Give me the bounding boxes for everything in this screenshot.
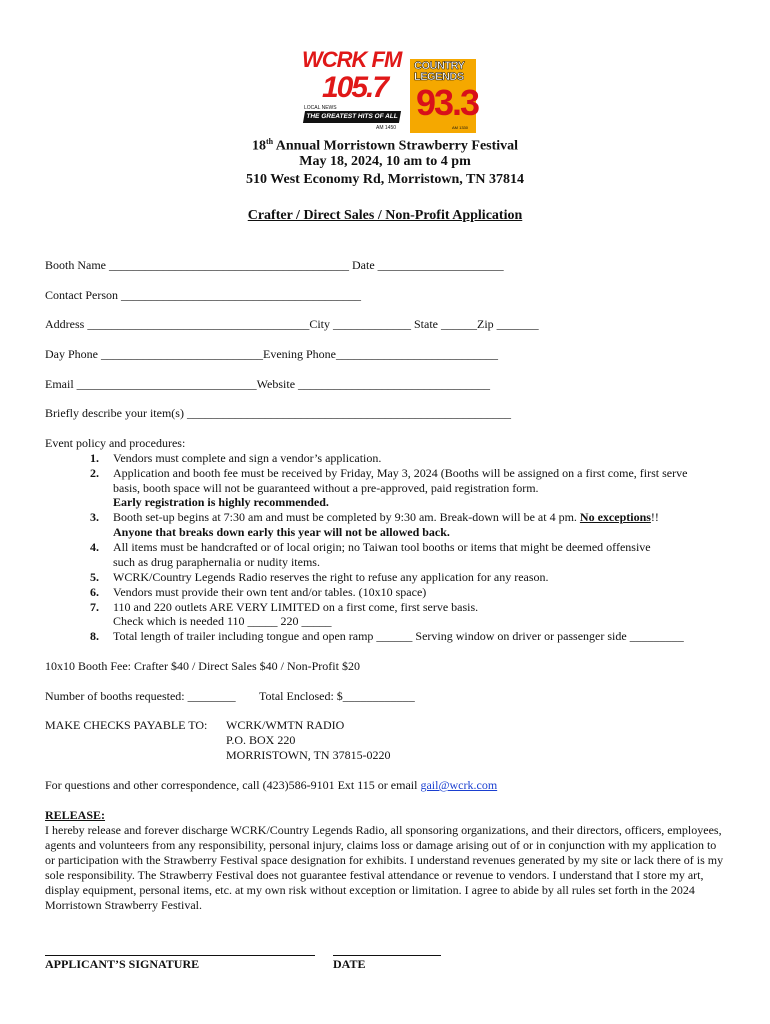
booth-name-field[interactable]: Booth Name ________________________________________ Date _____________________ xyxy=(45,258,504,272)
release-body: I hereby release and forever discharge WCRK/Country Legends Radio, all sponsoring organizations, and their directors, officers, employees, agents and volunteers from any responsibility, personal injury, claims loss or damage arising out of or in conjunction with my application to or participation with the Strawberry Festival space designation for exhibits. I understand revenues generated by my site or lack there of is my sole responsibility. The Strawberry Festival does not guarantee festival attendance or revenue to vendors. I understand that I store my art, display equipment, personal items, etc. at my own risk without exception or limitation. I agree to abide by all rules set forth in the 2024 Morristown Strawberry Festival. xyxy=(45,823,724,912)
payee-name: WCRK/WMTN RADIO xyxy=(226,718,345,732)
policy-heading: Event policy and procedures: xyxy=(45,436,186,450)
item-description-field[interactable]: Briefly describe your item(s) ______________________________________________________ xyxy=(45,406,511,420)
payee-city: MORRISTOWN, TN 37815-0220 xyxy=(226,748,391,762)
contact-info: For questions and other correspondence, call (423)586-9101 Ext 115 or email gail@wcrk.com xyxy=(45,778,498,792)
festival-date: May 18, 2024, 10 am to 4 pm xyxy=(299,154,471,169)
festival-address: 510 West Economy Rd, Morristown, TN 37814 xyxy=(246,172,524,187)
contact-email-link[interactable]: gail@wcrk.com xyxy=(420,778,498,792)
contact-person-field[interactable]: Contact Person ________________________________________ xyxy=(45,288,361,302)
address-field[interactable]: Address _____________________________________City _____________ State ______Zip _______ xyxy=(45,317,539,331)
total-enclosed-field[interactable]: Total Enclosed: $____________ xyxy=(259,689,415,703)
checks-payable-label: MAKE CHECKS PAYABLE TO: xyxy=(45,718,208,732)
wcrk-logo: WCRK FM 105.7 LOCAL NEWS THE GREATEST HITS OF ALL TIME AM 1450 xyxy=(302,47,402,132)
booths-requested-field[interactable]: Number of booths requested: ________ xyxy=(45,689,236,703)
applicant-signature-label: APPLICANT’S SIGNATURE xyxy=(45,957,200,971)
release-heading: RELEASE: xyxy=(45,808,106,822)
phone-field[interactable]: Day Phone ___________________________Evening Phone___________________________ xyxy=(45,347,498,361)
booth-fee-text: 10x10 Booth Fee: Crafter $40 / Direct Sales $40 / Non-Profit $20 xyxy=(45,659,360,673)
country-legends-logo: COUNTRY LEGENDS 93.3 AM 1330 xyxy=(410,59,476,133)
application-title: Crafter / Direct Sales / Non-Profit Application xyxy=(247,208,523,223)
header-logos xyxy=(300,45,480,137)
date-line[interactable] xyxy=(333,955,441,956)
signature-line[interactable] xyxy=(45,955,315,956)
payee-po-box: P.O. BOX 220 xyxy=(226,733,296,747)
email-website-field[interactable]: Email ______________________________Website ________________________________ xyxy=(45,377,491,391)
festival-title: 18th Annual Morristown Strawberry Festival xyxy=(251,137,519,154)
date-label: DATE xyxy=(333,957,366,971)
